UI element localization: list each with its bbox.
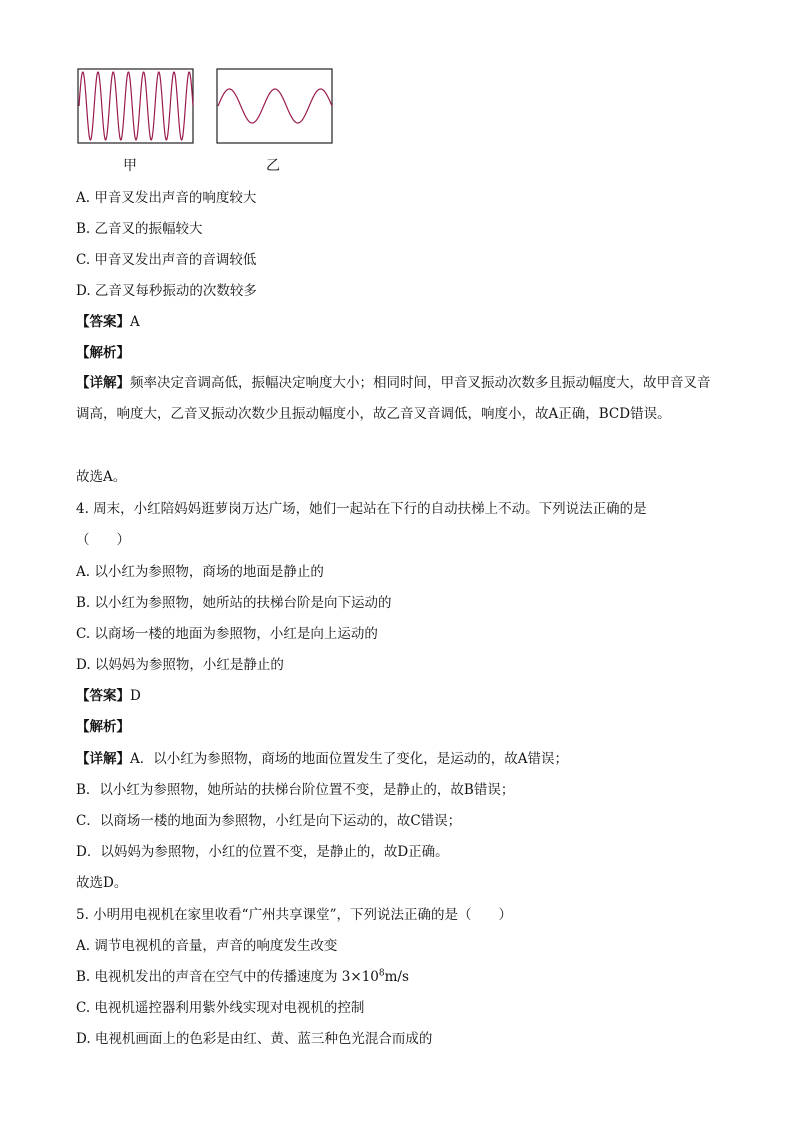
q3-detail (76, 368, 716, 430)
q4-stem-line2: （ ） (76, 532, 130, 548)
wave-figure-left (77, 68, 195, 145)
q3-analysis-tag: 【解析】 (76, 345, 130, 361)
figure-label-right: 乙 (266, 158, 280, 174)
figure-label-left: 甲 (123, 158, 137, 174)
answer-value: D (130, 688, 141, 704)
q4-option-a: A. 以小红为参照物，商场的地面是静止的 (76, 564, 324, 580)
q3-conclusion: 故选A。 (76, 469, 127, 485)
option-b-unit: m/s (384, 969, 409, 985)
q3-option-a: A. 甲音叉发出声音的响度较大 (76, 190, 257, 206)
option-b-text: B. 电视机发出的声音在空气中的传播速度为 3×10 (76, 969, 379, 985)
q5-option-d: D. 电视机画面上的色彩是由红、黄、蓝三种色光混合而成的 (76, 1031, 433, 1047)
q4-detail-d: D．以妈妈为参照物，小红的位置不变，是静止的，故D正确。 (76, 844, 449, 860)
q3-answer (76, 313, 140, 331)
q5-option-b (76, 968, 409, 986)
q4-detail-b: B．以小红为参照物，她所站的扶梯台阶位置不变，是静止的，故B错误； (76, 782, 515, 798)
q4-option-d: D. 以妈妈为参照物，小红是静止的 (76, 657, 284, 673)
q4-conclusion: 故选D。 (76, 875, 128, 891)
q3-option-d: D. 乙音叉每秒振动的次数较多 (76, 283, 257, 299)
q4-detail-a (76, 750, 568, 768)
detail-text: 频率决定音调高低，振幅决定响度大小；相同时间，甲音叉振动次数多且振动幅度大，故甲音叉音调高，响度大，乙音叉振动次数少且振动幅度小，故乙音叉音调低，响度小，故A正确，BCD错误。 (76, 375, 711, 422)
q4-answer (76, 687, 141, 705)
q3-option-c: C. 甲音叉发出声音的音调较低 (76, 252, 257, 268)
answer-value: A (130, 314, 140, 330)
q4-detail-c: C．以商场一楼的地面为参照物，小红是向下运动的，故C错误； (76, 813, 462, 829)
detail-tag: 【详解】 (76, 375, 130, 391)
q5-option-a: A. 调节电视机的音量，声音的响度发生改变 (76, 938, 338, 954)
detail-tag: 【详解】 (76, 751, 130, 767)
answer-tag: 【答案】 (76, 688, 130, 704)
answer-tag: 【答案】 (76, 314, 130, 330)
q3-option-b: B. 乙音叉的振幅较大 (76, 221, 203, 237)
q5-stem: 5. 小明用电视机在家里收看“广州共享课堂”，下列说法正确的是（ ） (76, 907, 512, 923)
q4-stem-line1: 4. 周末，小红陪妈妈逛萝岗万达广场，她们一起站在下行的自动扶梯上不动。下列说法正确的是 (76, 501, 647, 517)
wave-figure-right (216, 68, 334, 145)
q4-analysis-tag: 【解析】 (76, 719, 130, 735)
option-b-exponent: 8 (378, 968, 385, 979)
q4-option-b: B. 以小红为参照物，她所站的扶梯台阶是向下运动的 (76, 595, 392, 611)
detail-text: A．以小红为参照物，商场的地面位置发生了变化，是运动的，故A错误； (130, 751, 568, 767)
q4-option-c: C. 以商场一楼的地面为参照物，小红是向上运动的 (76, 626, 378, 642)
q5-option-c: C. 电视机遥控器利用紫外线实现对电视机的控制 (76, 1000, 365, 1016)
